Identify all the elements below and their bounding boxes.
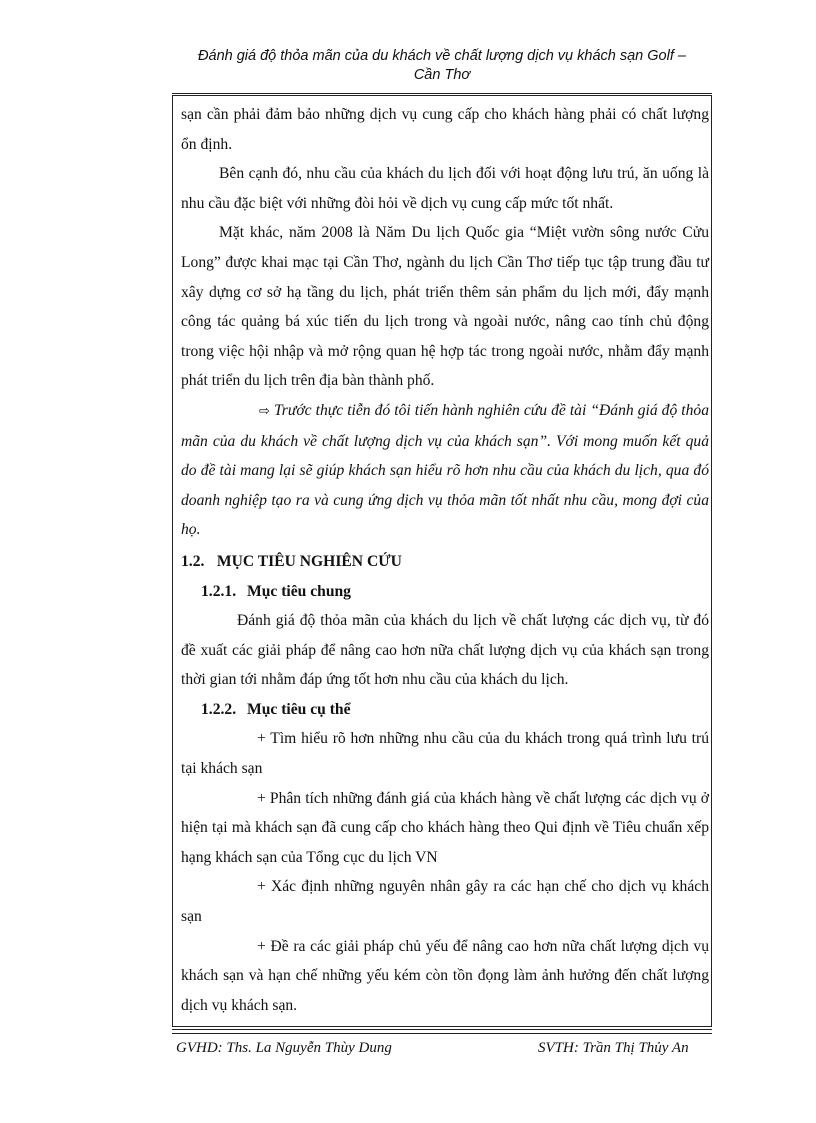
- paragraph-5: Đánh giá độ thỏa mãn của khách du lịch về chất lượng các dịch vụ, từ đó đề xuất các giải pháp để nâng cao hơn nữa chất lượng dịch vụ của khách sạn trong thời gian tới nhằm đáp ứng tốt hơn nhu cầu của khách du lịch.: [181, 612, 709, 689]
- footer-rule: [172, 1026, 712, 1034]
- section-number: 1.2.: [181, 552, 205, 570]
- header-rule: [172, 93, 712, 96]
- footer-student: SVTH: Trần Thị Thủy An: [538, 1040, 689, 1056]
- left-border: [172, 96, 173, 1026]
- paragraph-1: sạn cần phải đảm bảo những dịch vụ cung cấp cho khách hàng phải có chất lượng ổn định.: [181, 106, 709, 153]
- paragraph-4-text: Trước thực tiễn đó tôi tiến hành nghiên cứu đề tài “Đánh giá độ thỏa mãn của du khách về chất lượng dịch vụ của khách sạn”. Với mong muốn kết quả do đề tài mang lại sẽ giúp khách sạn hiểu rõ hơn nhu cầu của khách du lịch, qua đó doanh nghiệp tạo ra và cung ứng dịch vụ thỏa mãn tốt nhất nhu cầu, mong đợi của họ.: [181, 401, 710, 539]
- section-title: MỤC TIÊU NGHIÊN CỨU: [216, 552, 402, 570]
- arrow-icon: ⇨: [259, 403, 270, 419]
- paragraph-3: Mặt khác, năm 2008 là Năm Du lịch Quốc gia “Miệt vườn sông nước Cửu Long” được khai mạc tại Cần Thơ, ngành du lịch Cần Thơ tiếp tục tập trung đầu tư xây dựng cơ sở hạ tầng du lịch, phát triển thêm sản phẩm du lịch mới, đẩy mạnh công tác quảng bá xúc tiến du lịch trong và ngoài nước, nâng cao tính chủ động trong việc hội nhập và mở rộng quan hệ hợp tác trong ngoài nước, nhằm đẩy mạnh phát triển du lịch trên địa bàn thành phố.: [181, 224, 709, 390]
- subsection-2-title: Mục tiêu cụ thể: [247, 700, 351, 718]
- paragraph-2: Bên cạnh đó, nhu cầu của khách du lịch đối với hoạt động lưu trú, ăn uống là nhu cầu đặc biệt với những đòi hỏi về dịch vụ cung cấp mức tốt nhất.: [181, 165, 709, 212]
- header-line-1: Đánh giá độ thỏa mãn của du khách về chất lượng dịch vụ khách sạn Golf –: [198, 48, 686, 64]
- page-header: [172, 47, 712, 85]
- body-content: [181, 100, 709, 1020]
- subsection-2-number: 1.2.2.: [201, 700, 237, 718]
- subsection-heading-1: [201, 577, 709, 607]
- footer-advisor: GVHD: Ths. La Nguyễn Thùy Dung: [176, 1040, 392, 1056]
- header-line-2: Cần Thơ: [413, 67, 471, 83]
- subsection-heading-2: [201, 695, 709, 725]
- list-item: + Xác định những nguyên nhân gây ra các hạn chế cho dịch vụ khách sạn: [181, 878, 709, 926]
- paragraph-4: [181, 396, 709, 545]
- list-item: + Đề ra các giải pháp chủ yếu để nâng cao hơn nữa chất lượng dịch vụ khách sạn và hạn chế những yếu kém còn tồn đọng làm ảnh hưởng đến chất lượng dịch vụ khách sạn.: [181, 937, 709, 1014]
- subsection-1-number: 1.2.1.: [201, 582, 237, 600]
- subsection-1-title: Mục tiêu chung: [247, 582, 351, 600]
- list-item: + Tìm hiểu rõ hơn những nhu cầu của du khách trong quá trình lưu trú tại khách sạn: [181, 730, 709, 778]
- list-item: + Phân tích những đánh giá của khách hàng về chất lượng các dịch vụ ở hiện tại mà khách sạn đã cung cấp cho khách hàng theo Qui định về Tiêu chuẩn xếp hạng khách sạn của Tổng cục du lịch VN: [181, 789, 709, 866]
- right-border: [711, 96, 712, 1026]
- section-heading: [181, 547, 709, 577]
